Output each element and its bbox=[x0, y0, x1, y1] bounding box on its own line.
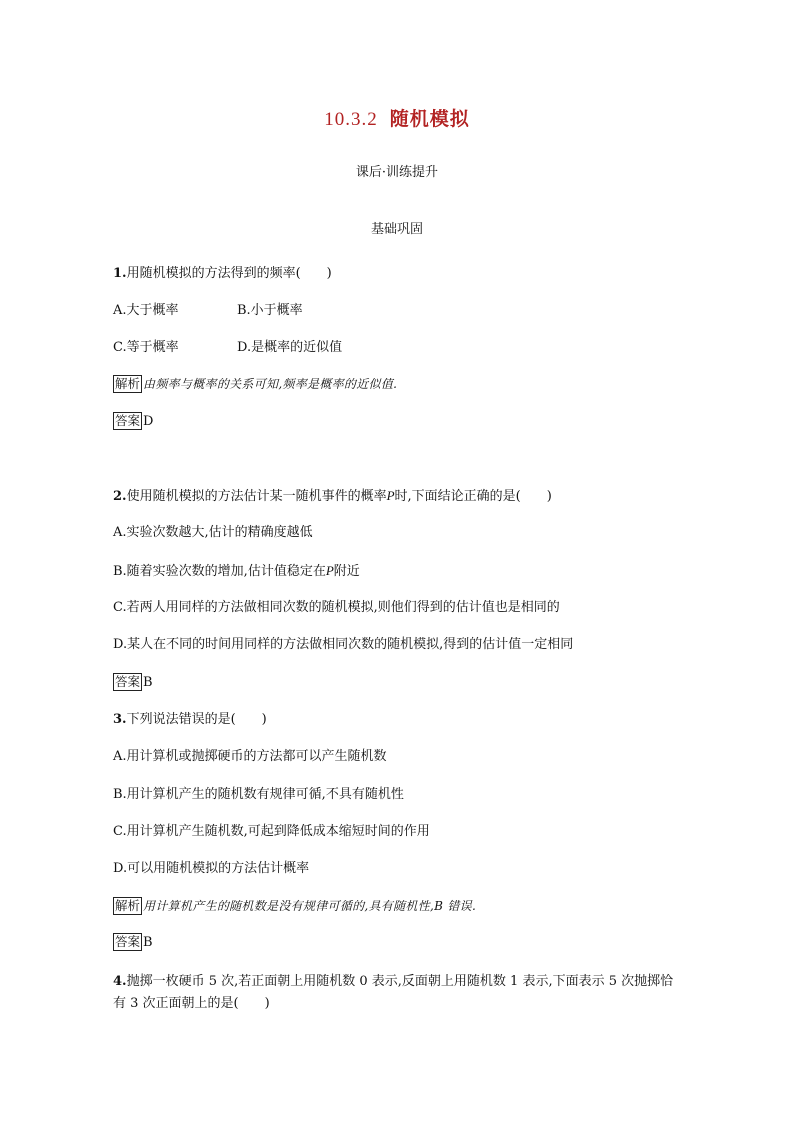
question-4 bbox=[113, 971, 683, 1015]
question-2 bbox=[113, 486, 552, 507]
question-text: 使用随机模拟的方法估计某一随机事件的概率 bbox=[126, 489, 387, 504]
q2-option-c: C.若两人用同样的方法做相同次数的随机模拟,则他们得到的估计值也是相同的 bbox=[113, 600, 560, 615]
lesson-number: 10.3.2 bbox=[324, 109, 378, 130]
answer-value: D bbox=[143, 414, 154, 429]
explanation-text: 用计算机产生的随机数是没有规律可循的,具有随机性,B 错误. bbox=[143, 899, 477, 913]
question-text: 下列说法错误的是( ) bbox=[126, 712, 267, 727]
question-number: 1. bbox=[113, 266, 127, 281]
variable-p: P bbox=[386, 488, 395, 503]
q3-option-b: B.用计算机产生的随机数有规律可循,不具有随机性 bbox=[113, 787, 404, 802]
section-heading: 基础巩固 bbox=[370, 222, 423, 237]
answer-value: B bbox=[143, 675, 153, 690]
lesson-title bbox=[0, 104, 794, 131]
question-number: 4. bbox=[113, 974, 127, 989]
question-text: 用随机模拟的方法得到的频率( ) bbox=[126, 266, 332, 281]
q3-option-a: A.用计算机或抛掷硬币的方法都可以产生随机数 bbox=[113, 749, 387, 764]
option-a: A.大于概率 bbox=[113, 303, 179, 318]
explanation-tag: 解析 bbox=[115, 898, 141, 913]
q1-explanation bbox=[113, 374, 397, 395]
answer-tag: 答案 bbox=[115, 934, 141, 949]
q3-option-d: D.可以用随机模拟的方法估计概率 bbox=[113, 861, 310, 876]
answer-value: B bbox=[143, 935, 153, 950]
q2-option-a: A.实验次数越大,估计的精确度越低 bbox=[113, 525, 313, 540]
option-b-text: B.随着实验次数的增加,估计值稳定在 bbox=[113, 564, 326, 579]
option-d: D.是概率的近似值 bbox=[237, 340, 343, 355]
option-b-end: 附近 bbox=[333, 564, 360, 579]
q2-option-d: D.某人在不同的时间用同样的方法做相同次数的随机模拟,得到的估计值一定相同 bbox=[113, 637, 574, 652]
q3-answer bbox=[113, 933, 153, 953]
question-number: 3. bbox=[113, 712, 127, 727]
option-c: C.等于概率 bbox=[113, 340, 179, 355]
q2-answer bbox=[113, 673, 153, 693]
q1-options-row-2 bbox=[113, 338, 513, 358]
lesson-name: 随机模拟 bbox=[389, 108, 470, 130]
question-number: 2. bbox=[113, 489, 127, 504]
explanation-text: 由频率与概率的关系可知,频率是概率的近似值. bbox=[143, 377, 398, 391]
q1-answer bbox=[113, 412, 153, 432]
answer-tag: 答案 bbox=[115, 674, 141, 689]
page-subtitle: 课后·训练提升 bbox=[355, 165, 439, 180]
q2-option-b bbox=[113, 561, 360, 582]
q3-option-c: C.用计算机产生随机数,可起到降低成本缩短时间的作用 bbox=[113, 824, 430, 839]
question-text: 抛掷一枚硬币 5 次,若正面朝上用随机数 0 表示,反面朝上用随机数 1 表示,下面表示 5 次抛掷恰有 3 次正面朝上的是( ) bbox=[113, 974, 674, 1011]
question-text-end: 时,下面结论正确的是( ) bbox=[394, 489, 552, 504]
explanation-tag: 解析 bbox=[115, 376, 141, 391]
question-3 bbox=[113, 710, 267, 730]
question-1 bbox=[113, 264, 332, 284]
answer-tag: 答案 bbox=[115, 413, 141, 428]
q3-explanation bbox=[113, 896, 476, 917]
variable-p: P bbox=[325, 563, 334, 578]
option-b: B.小于概率 bbox=[237, 303, 303, 318]
q1-options-row-1 bbox=[113, 301, 513, 321]
